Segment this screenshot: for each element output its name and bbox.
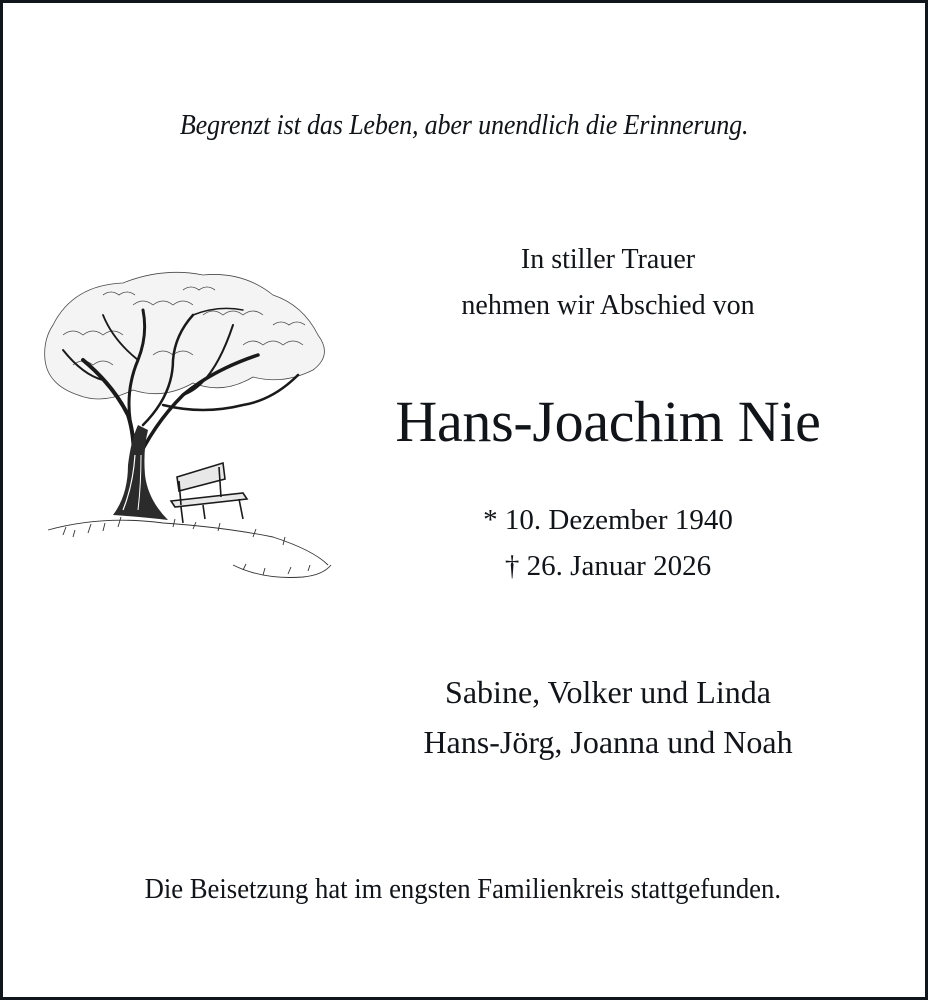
mourners-list xyxy=(343,667,873,767)
death-cross-icon: † xyxy=(504,550,520,582)
intro-text xyxy=(343,237,873,329)
deceased-name: Hans-Joachim Nie xyxy=(395,389,821,454)
intro-line-2: nehmen wir Abschied von xyxy=(461,290,755,321)
birth-date: 10. Dezember 1940 xyxy=(504,504,733,536)
ground-grass-icon xyxy=(48,517,331,578)
death-date: 26. Januar 2026 xyxy=(526,550,712,582)
motto-quote: Begrenzt ist das Leben, aber unendlich die Erinnerung. xyxy=(179,109,749,141)
mourner-group: Sabine, Volker und Linda xyxy=(445,674,771,710)
life-dates xyxy=(343,497,873,589)
intro-line-1: In stiller Trauer xyxy=(520,244,696,275)
bench-icon xyxy=(171,463,247,523)
tree-bench-illustration xyxy=(43,265,335,595)
birth-star-icon: * xyxy=(483,504,498,536)
tree-trunk-icon xyxy=(113,425,168,520)
mourner-group: Hans-Jörg, Joanna und Noah xyxy=(423,724,793,760)
tree-canopy-icon xyxy=(45,272,325,399)
burial-note: Die Beisetzung hat im engsten Familienkreis stattgefunden. xyxy=(144,873,782,905)
death-line xyxy=(343,543,873,589)
birth-line xyxy=(343,497,873,543)
